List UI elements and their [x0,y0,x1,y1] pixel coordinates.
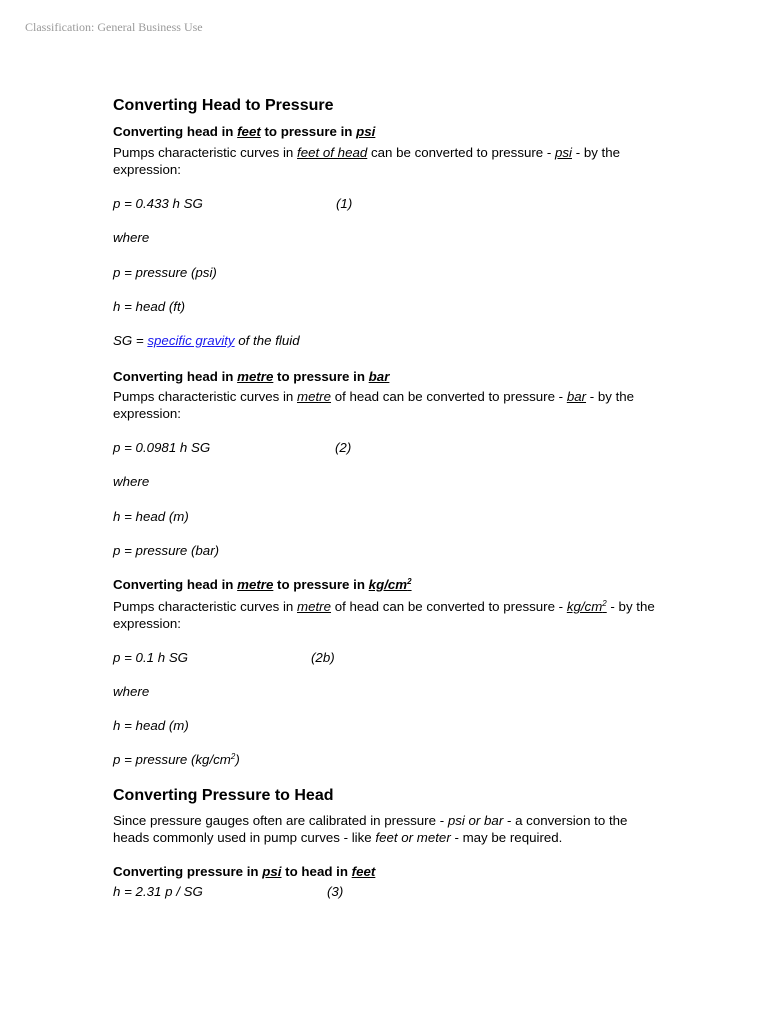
paragraph-metre-to-bar: Pumps characteristic curves in metre of head can be converted to pressure - bar - by the expression: [113,389,635,421]
subheading-psi-to-feet: Converting pressure in psi to head in feet [113,864,376,879]
equation-2b: p = 0.1 h SG (2b) [113,650,335,665]
equation-number: (2) [335,440,352,455]
specific-gravity-link[interactable]: specific gravity [147,333,235,348]
paragraph-feet-to-psi: Pumps characteristic curves in feet of head can be converted to pressure - psi - by the expression: [113,145,621,177]
definition-h-m: h = head (m) [113,718,189,733]
subheading-metre-to-kgcm2: Converting head in metre to pressure in $kg/cm^2$ [113,577,412,592]
definition-h-ft: h = head (ft) [113,299,186,314]
section-title-pressure-to-head: Converting Pressure to Head [113,787,334,804]
equation-2: p = 0.0981 h SG (2) [113,440,352,455]
equation-number: (1) [336,196,353,211]
definition-h-m: h = head (m) [113,509,189,524]
subheading-metre-to-bar: Converting head in metre to pressure in bar [113,369,390,384]
equation-1: p = 0.433 h SG (1) [113,196,353,211]
paragraph-pressure-to-head: Since pressure gauges often are calibrated in pressure - psi or bar - a conversion to the heads commonly used in pump curves - like feet or meter - may be required. [113,813,628,845]
definition-p-psi: p = pressure (psi) [113,265,217,280]
classification-label: Classification: General Business Use [25,20,203,34]
subheading-feet-to-psi: Converting head in feet to pressure in psi [113,124,376,139]
definition-p-kgcm2: p = pressure $(kg/cm^2)$ [113,752,240,767]
where-label: where [113,474,150,489]
equation-number: (3) [327,884,344,899]
section-title-head-to-pressure: Converting Head to Pressure [113,97,334,114]
where-label: where [113,230,150,245]
where-label: where [113,684,150,699]
equation-number: (2b) [311,650,335,665]
definition-p-bar: p = pressure (bar) [113,543,220,558]
paragraph-metre-to-kgcm2: Pumps characteristic curves in metre of head can be converted to pressure - $kg/cm^2$ - by the expression: [113,599,655,631]
equation-3: h = 2.31 p / SG (3) [113,884,344,899]
definition-sg: SG = specific gravity of the fluid [113,333,300,348]
